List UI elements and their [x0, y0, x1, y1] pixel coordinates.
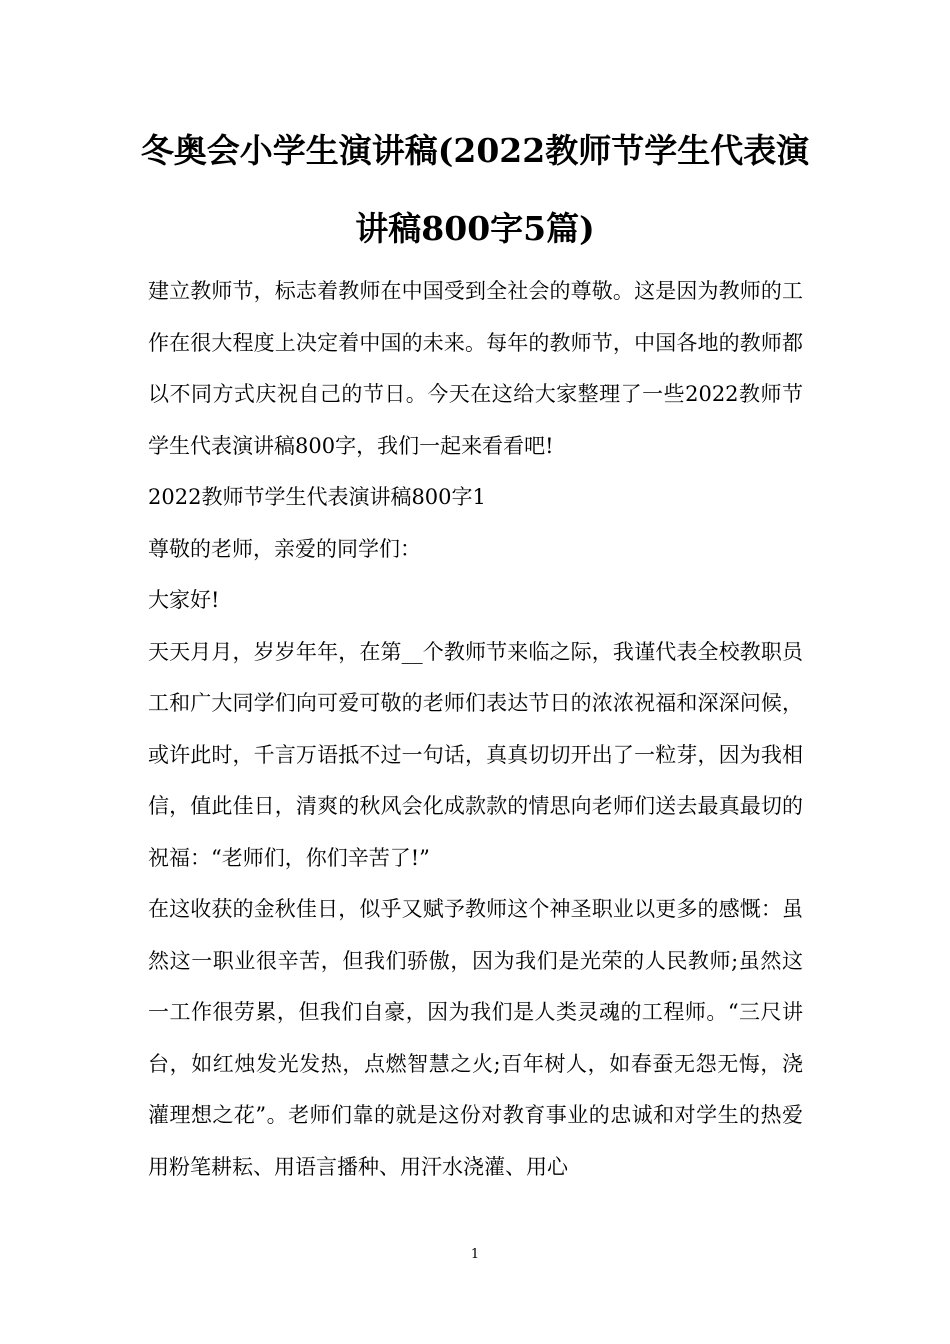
body-paragraph: 在这收获的金秋佳日，似乎又赋予教师这个神圣职业以更多的感慨：虽然这一职业很辛苦，但我们骄傲，因为我们是光荣的人民教师;虽然这一工作很劳累，但我们自豪，因为我们是人类灵魂的工程师。“三尺讲台，如红烛发光发热，点燃智慧之火;百年树人，如春蚕无怨无悔，浇灌理想之花”。老师们靠的就是这份对教育事业的忠诚和对学生的热爱用粉笔耕耘、用语言播种、用汗水浇灌、用心 [148, 897, 803, 1179]
body-paragraph: 天天月月，岁岁年年，在第__个教师节来临之际，我谨代表全校教职员工和广大同学们向可爱可敬的老师们表达节日的浓浓祝福和深深问候，或许此时，千言万语抵不过一句话，真真切切开出了一粒芽，因为我相信，值此佳日，清爽的秋风会化成款款的情思向老师们送去最真最切的祝福：“老师们，你们辛苦了!” [148, 639, 803, 870]
salutation: 尊敬的老师，亲爱的同学们： [148, 536, 421, 561]
greeting: 大家好! [148, 588, 220, 612]
intro-paragraph: 建立教师节，标志着教师在中国受到全社会的尊敬。这是因为教师的工作在很大程度上决定着中国的未来。每年的教师节，中国各地的教师都以不同方式庆祝自己的节日。今天在这给大家整理了一些2022教师节学生代表演讲稿800字，我们一起来看看吧! [148, 279, 803, 458]
page-number: 1 [470, 1247, 480, 1262]
document-body [148, 266, 803, 1193]
section-heading: 2022教师节学生代表演讲稿800字1 [148, 485, 486, 509]
document-title: 冬奥会小学生演讲稿(2022教师节学生代表演讲稿800字5篇) [140, 131, 810, 248]
